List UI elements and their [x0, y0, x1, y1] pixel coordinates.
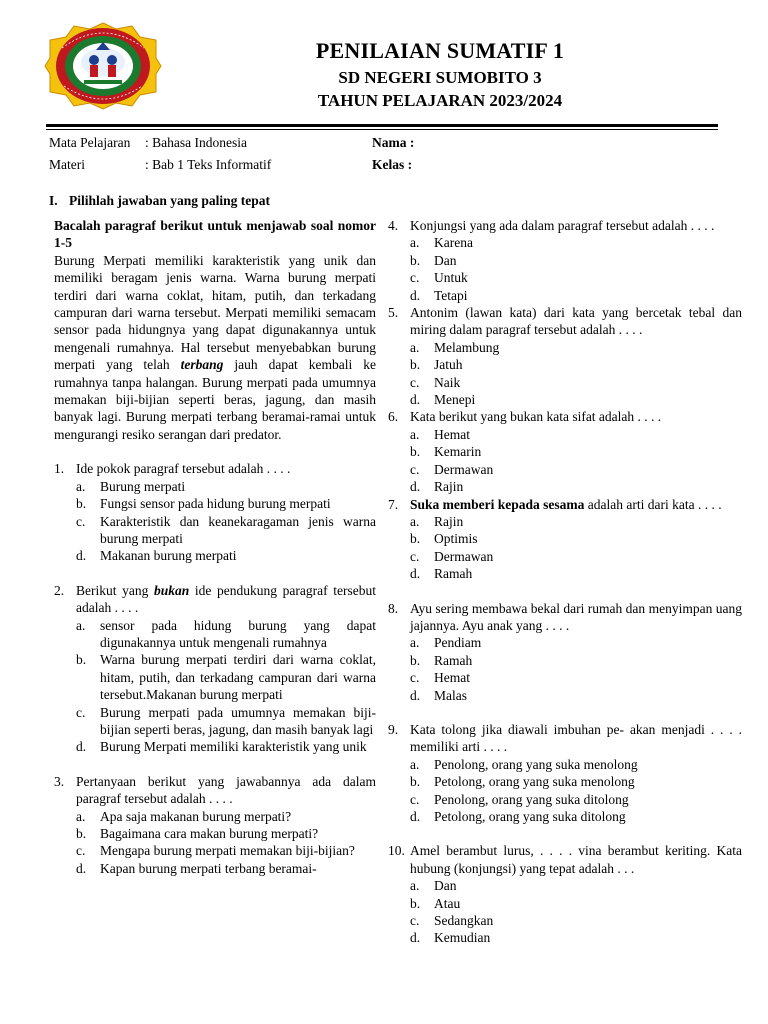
question-1: [54, 460, 376, 477]
option-text: Menepi: [434, 392, 476, 408]
option-3c[interactable]: [54, 842, 376, 859]
option-letter: b.: [410, 652, 421, 668]
right-column: [388, 217, 742, 947]
option-4a[interactable]: [388, 234, 742, 251]
option-letter: a.: [410, 339, 420, 355]
option-text: Kapan burung merpati terbang beramai-: [100, 860, 317, 876]
question-number: 2.: [54, 582, 65, 598]
option-text: Malas: [434, 687, 467, 703]
option-7a[interactable]: [388, 513, 742, 530]
question-number: 8.: [388, 600, 399, 616]
option-text: Petolong, orang yang suka menolong: [434, 774, 635, 790]
option-9b[interactable]: [388, 773, 742, 790]
question-text: Konjungsi yang ada dalam paragraf tersebut adalah . . . .: [410, 218, 715, 233]
option-8b[interactable]: [388, 652, 742, 669]
question-number: 3.: [54, 773, 65, 789]
passage-text-b: jauh dapat kembali ke rumahnya tanpa halangan. Burung merpati pada umumnya memakan biji-bijian seperti beras, jagung, dan masih banyak lagi. Burung merpati terbang beramai-ramai untuk mengurangi resiko serangan dari predator.: [54, 357, 376, 442]
question-5: [388, 304, 742, 339]
option-4b[interactable]: [388, 252, 742, 269]
option-text: Apa saja makanan burung merpati?: [100, 808, 292, 824]
option-1d[interactable]: [54, 547, 376, 564]
question-number: 9.: [388, 721, 399, 737]
option-text: Tetapi: [434, 287, 468, 303]
option-text: Burung merpati pada umumnya memakan biji-bijian seperti beras, jagung, dan masih banyak lagi: [100, 704, 376, 737]
passage-instruction: Bacalah paragraf berikut untuk menjawab soal nomor 1-5: [54, 218, 376, 251]
option-text: Penolong, orang yang suka menolong: [434, 756, 638, 772]
option-1b[interactable]: [54, 495, 376, 512]
option-text: Atau: [434, 895, 461, 911]
option-text: Rajin: [434, 513, 464, 529]
question-number: 5.: [388, 305, 399, 321]
question-text: Kata berikut yang bukan kata sifat adalah . . . .: [410, 409, 662, 425]
name-field[interactable]: Nama :: [372, 135, 415, 150]
section-title: Pilihlah jawaban yang paling tepat: [69, 193, 271, 208]
option-letter: b.: [76, 496, 87, 512]
option-7d[interactable]: [388, 565, 742, 582]
option-text: Naik: [434, 374, 461, 390]
option-letter: b.: [410, 895, 421, 911]
school-logo: [44, 20, 162, 112]
option-letter: d.: [76, 739, 87, 755]
option-letter: a.: [410, 426, 420, 442]
question-number: 1.: [54, 461, 65, 477]
option-text: Optimis: [434, 531, 478, 547]
option-letter: d.: [410, 566, 421, 582]
option-text: Warna burung merpati terdiri dari warna coklat, hitam, putih, dan terkadang campuran dari warna tersebut.Makanan burung merpati: [100, 652, 376, 703]
option-2d[interactable]: [54, 738, 376, 755]
material-label: Materi: [49, 157, 85, 172]
option-10a[interactable]: [388, 877, 742, 894]
option-letter: a.: [410, 756, 420, 772]
option-letter: d.: [76, 548, 87, 564]
option-letter: d.: [410, 930, 421, 946]
option-letter: d.: [410, 809, 421, 824]
option-letter: d.: [410, 479, 421, 495]
option-letter: b.: [410, 252, 421, 268]
option-letter: b.: [410, 774, 421, 790]
question-number: 4.: [388, 218, 399, 233]
option-letter: a.: [410, 635, 420, 651]
option-5b[interactable]: [388, 356, 742, 373]
option-2a[interactable]: [54, 617, 376, 652]
option-text: Bagaimana cara makan burung merpati?: [100, 826, 319, 841]
exam-title: PENILAIAN SUMATIF 1: [315, 38, 565, 63]
option-text: Melambung: [434, 339, 500, 355]
question-text: ide pendukung paragraf tersebut adalah . . . .: [76, 582, 376, 616]
header-divider-thick: [46, 124, 718, 127]
option-letter: b.: [76, 826, 87, 841]
question-4: [388, 217, 742, 234]
option-7b[interactable]: [388, 530, 742, 547]
option-letter: c.: [410, 461, 420, 477]
option-letter: d.: [410, 687, 421, 703]
option-letter: b.: [410, 444, 421, 460]
option-letter: c.: [410, 270, 420, 286]
section-heading: [49, 193, 270, 209]
question-text: Kata tolong jika diawali imbuhan pe- akan menjadi . . . . memiliki arti . . . .: [410, 721, 742, 755]
option-text: Dermawan: [434, 548, 494, 564]
subject-value: : Bahasa Indonesia: [145, 135, 247, 150]
option-text: Penolong, orang yang suka ditolong: [434, 791, 629, 807]
option-letter: b.: [410, 531, 421, 547]
option-10d[interactable]: [388, 929, 742, 946]
option-text: sensor pada hidung burung yang dapat digunakannya untuk mengenali rumahnya: [100, 617, 376, 650]
option-letter: a.: [76, 617, 86, 633]
option-10b[interactable]: [388, 895, 742, 912]
option-text: Dan: [434, 252, 457, 268]
question-10: [388, 842, 742, 877]
option-text: Makanan burung merpati: [100, 548, 237, 564]
question-7: [388, 496, 742, 513]
section-number: I.: [49, 193, 58, 208]
option-letter: a.: [410, 878, 420, 894]
option-text: Mengapa burung merpati memakan biji-bijian?: [100, 843, 355, 859]
option-7c[interactable]: [388, 548, 742, 565]
option-9a[interactable]: [388, 756, 742, 773]
option-letter: c.: [410, 913, 420, 929]
option-8d[interactable]: [388, 687, 742, 704]
option-letter: a.: [410, 235, 420, 251]
passage-emphasis: terbang: [180, 357, 224, 373]
option-letter: c.: [76, 843, 86, 859]
option-1c[interactable]: [54, 513, 376, 548]
question-2: [54, 582, 376, 617]
academic-year: TAHUN PELAJARAN 2023/2024: [317, 91, 563, 110]
question-text: Antonim (lawan kata) dari kata yang bercetak tebal dan miring dalam paragraf tersebut adalah . . . .: [410, 305, 742, 338]
option-6a[interactable]: [388, 426, 742, 443]
option-letter: c.: [76, 513, 86, 529]
question-emphasis: Suka memberi kepada sesama: [410, 496, 585, 512]
question-3: [54, 773, 376, 808]
question-emphasis: bukan: [154, 582, 190, 598]
question-text: Amel berambut lurus, . . . . vina berambut keriting. Kata hubung (konjungsi) yang tepat adalah . . .: [410, 843, 742, 876]
question-text: Ide pokok paragraf tersebut adalah . . . .: [76, 461, 291, 477]
option-text: Burung merpati: [100, 478, 186, 494]
option-5c[interactable]: [388, 374, 742, 391]
question-text: Pertanyaan berikut yang jawabannya ada dalam paragraf tersebut adalah . . . .: [76, 773, 376, 807]
option-letter: c.: [410, 791, 420, 807]
option-text: Rajin: [434, 479, 464, 495]
material-value: : Bab 1 Teks Informatif: [145, 157, 272, 172]
option-text: Sedangkan: [434, 913, 494, 929]
option-2b[interactable]: [54, 651, 376, 703]
option-3b[interactable]: [54, 825, 376, 842]
left-column: [54, 217, 376, 877]
option-9d[interactable]: [388, 808, 742, 825]
option-letter: a.: [410, 513, 420, 529]
question-text: Ayu sering membawa bekal dari rumah dan menyimpan uang jajannya. Ayu anak yang . . . .: [410, 600, 742, 633]
option-letter: c.: [410, 548, 420, 564]
option-text: Fungsi sensor pada hidung burung merpati: [100, 496, 331, 512]
option-text: Dermawan: [434, 461, 494, 477]
option-letter: a.: [76, 808, 86, 824]
option-letter: c.: [76, 704, 86, 720]
option-10c[interactable]: [388, 912, 742, 929]
option-text: Kemarin: [434, 444, 482, 460]
option-4d[interactable]: [388, 287, 742, 304]
question-6: [388, 408, 742, 425]
option-6d[interactable]: [388, 478, 742, 495]
option-letter: b.: [410, 357, 421, 373]
option-text: Ramah: [434, 652, 473, 668]
option-letter: c.: [410, 374, 420, 390]
option-text: Karena: [434, 235, 473, 251]
question-9: [388, 721, 742, 756]
option-3a[interactable]: [54, 808, 376, 825]
option-letter: d.: [410, 392, 421, 408]
option-5d[interactable]: [388, 391, 742, 408]
option-9c[interactable]: [388, 791, 742, 808]
option-letter: d.: [76, 860, 87, 876]
passage-text: [54, 252, 376, 443]
option-text: Karakteristik dan keanekaragaman jenis warna burung merpati: [100, 513, 376, 546]
passage-text-a: Burung Merpati memiliki karakteristik yang unik dan memiliki beragam jenis warna. Warna burung merpati terdiri dari warna coklat, hitam, putih, dan terkadang campuran dari warna tersebut. Merpati memiliki semacam sensor pada hidungnya yang dapat digunakannya untuk mengenali rumahnya. Hal tersebut menyebabkan burung merpati yang telah: [54, 252, 376, 373]
option-6b[interactable]: [388, 443, 742, 460]
option-2c[interactable]: [54, 704, 376, 739]
option-3d[interactable]: [54, 860, 376, 877]
option-text: Burung Merpati memiliki karakteristik yang unik: [100, 739, 367, 755]
subject-label: Mata Pelajaran: [49, 135, 131, 150]
question-text: Berikut yang: [76, 582, 154, 598]
option-text: Hemat: [434, 670, 470, 686]
option-text: Pendiam: [434, 635, 482, 651]
option-4c[interactable]: [388, 269, 742, 286]
question-text: adalah arti dari kata . . . .: [584, 496, 722, 512]
option-text: Dan: [434, 878, 457, 894]
option-letter: a.: [76, 478, 86, 494]
option-text: Untuk: [434, 270, 468, 286]
option-text: Ramah: [434, 566, 473, 582]
option-8c[interactable]: [388, 669, 742, 686]
question-8: [388, 600, 742, 635]
option-1a[interactable]: [54, 478, 376, 495]
option-6c[interactable]: [388, 461, 742, 478]
school-name: SD NEGERI SUMOBITO 3: [338, 68, 542, 87]
header-divider-thin: [46, 129, 718, 130]
option-8a[interactable]: [388, 634, 742, 651]
option-letter: c.: [410, 670, 420, 686]
option-text: Hemat: [434, 426, 470, 442]
option-letter: d.: [410, 287, 421, 303]
option-text: Jatuh: [434, 357, 463, 373]
option-letter: b.: [76, 652, 87, 668]
question-number: 7.: [388, 496, 399, 512]
class-field[interactable]: Kelas :: [372, 157, 413, 172]
question-number: 6.: [388, 409, 399, 425]
option-5a[interactable]: [388, 339, 742, 356]
option-text: Petolong, orang yang suka ditolong: [434, 809, 626, 824]
question-number: 10.: [388, 843, 405, 859]
option-text: Kemudian: [434, 930, 491, 946]
